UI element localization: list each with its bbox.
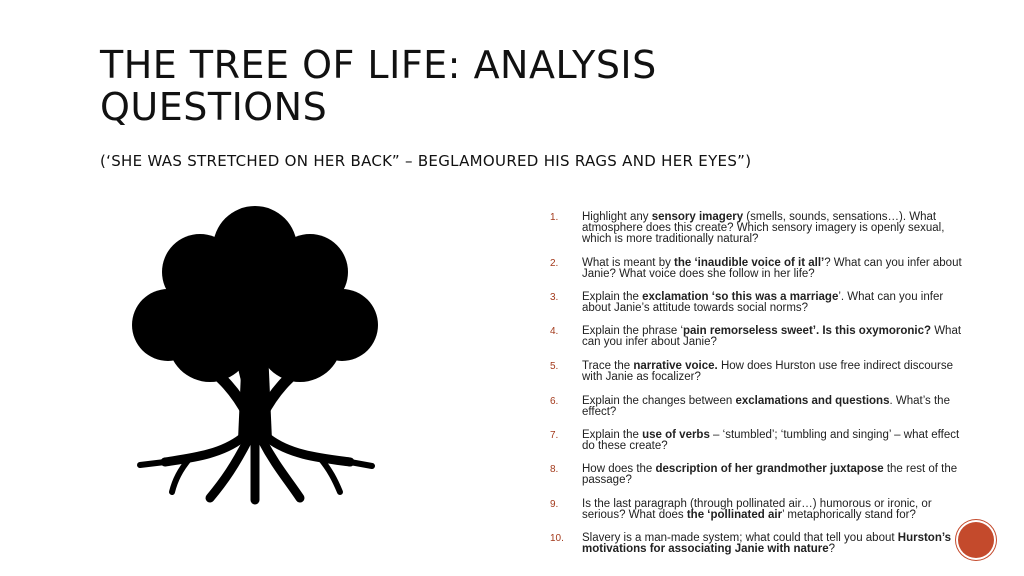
- question-number: 1.: [550, 212, 559, 223]
- question-item: [550, 499, 975, 521]
- question-emphasis: exclamation ‘so this was a marriage: [642, 291, 839, 303]
- question-text-segment: ?: [828, 543, 836, 555]
- question-text: [582, 499, 975, 521]
- question-item: [550, 212, 975, 245]
- question-item: [550, 464, 975, 486]
- question-text-segment: ’. What can you infer about Janie’s attitude towards social norms?: [582, 291, 944, 314]
- question-text-segment: Explain the changes between: [582, 395, 736, 407]
- question-text: [582, 533, 975, 555]
- question-item: [550, 533, 975, 555]
- slide-title: THE TREE OF LIFE: ANALYSIS QUESTIONS: [100, 43, 657, 129]
- question-item: [550, 396, 975, 418]
- question-text-segment: How does the: [582, 463, 656, 475]
- question-emphasis: narrative voice.: [633, 360, 718, 372]
- question-number: 2.: [550, 258, 559, 269]
- question-item: [550, 292, 975, 314]
- question-text-segment: Slavery is a man-made system; what could that tell you about: [582, 532, 898, 544]
- question-emphasis: sensory imagery: [651, 211, 744, 223]
- decorative-circle-badge: [958, 522, 994, 558]
- question-text: [582, 292, 975, 314]
- question-text-segment: ? What can you infer about Janie? What voice does she follow in her life?: [582, 257, 962, 280]
- question-number: 3.: [550, 292, 559, 303]
- question-emphasis: the ‘inaudible voice of it all’: [674, 257, 825, 269]
- question-text: [582, 430, 975, 452]
- question-text: [582, 258, 975, 280]
- question-text-segment: How does Hurston use free indirect discourse with Janie as focalizer?: [582, 360, 953, 383]
- question-number: 7.: [550, 430, 559, 441]
- question-text: [582, 361, 975, 383]
- question-text-segment: Explain the: [582, 291, 643, 303]
- question-text: [582, 326, 975, 348]
- question-number: 9.: [550, 499, 559, 510]
- question-text-segment: Highlight any: [582, 211, 652, 223]
- question-text: [582, 396, 975, 418]
- question-text-segment: Is the last paragraph (through pollinated air…) humorous or ironic, or serious? What does: [582, 498, 932, 521]
- question-text: [582, 464, 975, 486]
- question-number: 6.: [550, 396, 559, 407]
- question-text-segment: What can you infer about Janie?: [582, 325, 962, 348]
- question-item: [550, 258, 975, 280]
- question-emphasis: description of her grandmother juxtapose: [655, 463, 884, 475]
- question-text: [582, 212, 975, 245]
- question-text-segment: What is meant by: [582, 257, 675, 269]
- question-emphasis: use of verbs: [642, 429, 710, 441]
- question-emphasis: Hurston’s motivations for associating Janie with nature: [582, 532, 952, 555]
- question-item: [550, 326, 975, 348]
- question-text-segment: . What’s the effect?: [582, 395, 950, 418]
- question-number: 8.: [550, 464, 559, 475]
- question-text-segment: the rest of the passage?: [582, 463, 958, 486]
- question-emphasis: the ‘pollinated air: [686, 509, 783, 521]
- question-emphasis: pain remorseless sweet’. Is this oxymoronic?: [683, 325, 931, 337]
- question-number: 5.: [550, 361, 559, 372]
- question-text-segment: – ‘stumbled’; ‘tumbling and singing’ – what effect do these create?: [582, 429, 960, 452]
- question-item: [550, 361, 975, 383]
- question-number: 10.: [550, 533, 564, 544]
- question-text-segment: Explain the phrase ‘: [582, 325, 684, 337]
- question-text-segment: Trace the: [582, 360, 634, 372]
- question-emphasis: exclamations and questions: [735, 395, 890, 407]
- question-item: [550, 430, 975, 452]
- question-text-segment: Explain the: [582, 429, 643, 441]
- question-number: 4.: [550, 326, 559, 337]
- question-text-segment: (smells, sounds, sensations…). What atmosphere does this create? Which sensory imagery is openly sexual, which is more traditionally natural?: [582, 211, 945, 245]
- slide-subtitle: (‘SHE WAS STRETCHED ON HER BACK” – BEGLAMOURED HIS RAGS AND HER EYES”): [100, 152, 752, 170]
- tree-icon: [130, 200, 380, 510]
- question-text-segment: ’ metaphorically stand for?: [782, 509, 916, 521]
